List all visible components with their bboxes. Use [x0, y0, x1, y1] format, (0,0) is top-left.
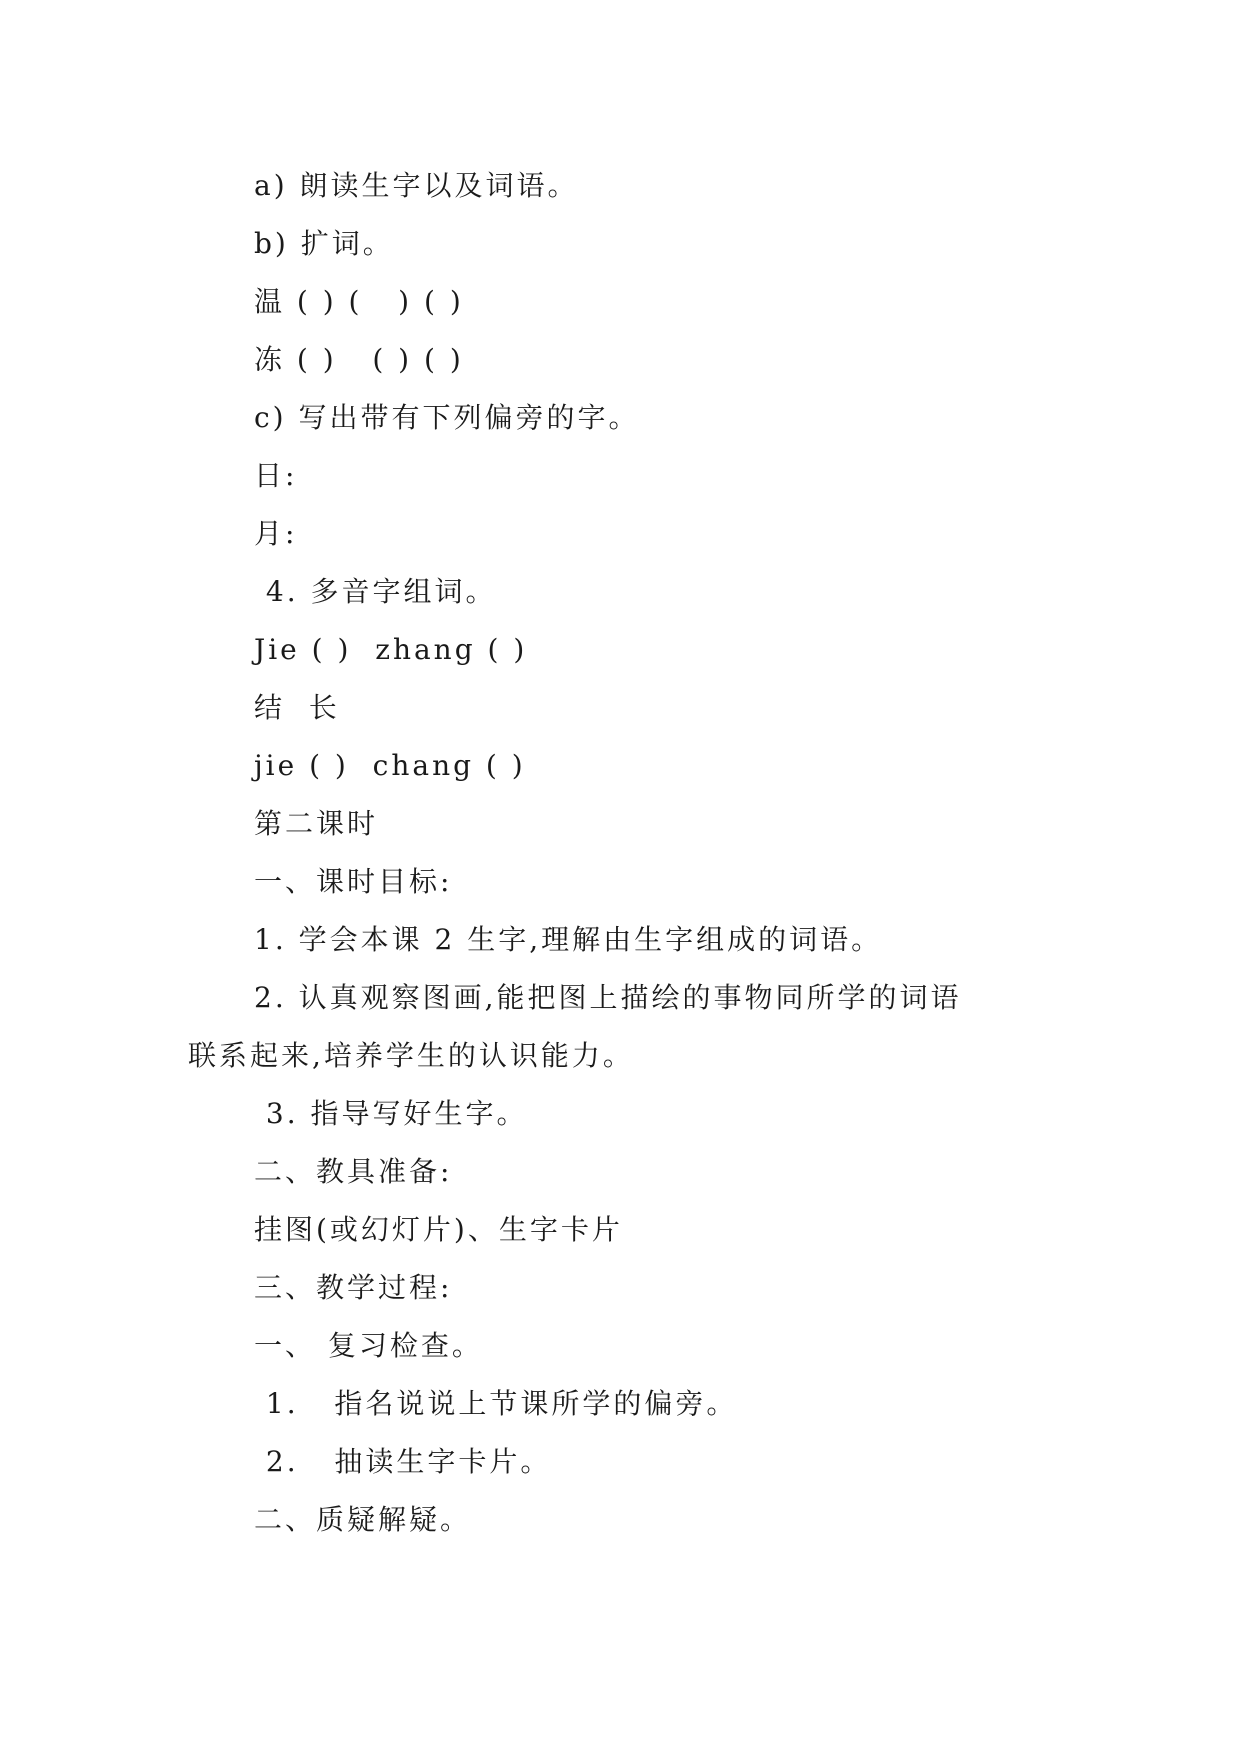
text-line-chars: 结 长: [254, 691, 340, 724]
text-line-yue: 月:: [254, 517, 298, 550]
text-line-polyphone: 4. 多音字组词。: [254, 575, 497, 608]
text-line-a-read: a) 朗读生字以及词语。: [254, 169, 579, 202]
text-line-goal-3: 3. 指导写好生字。: [254, 1097, 528, 1130]
text-line-b-expand: b) 扩词。: [254, 227, 394, 260]
text-line-questions: 二、质疑解疑。: [254, 1503, 472, 1536]
text-line-review: 一、 复习检查。: [254, 1329, 483, 1362]
text-line-review-2: 2. 抽读生字卡片。: [254, 1445, 552, 1478]
section-heading-process: 三、教学过程:: [254, 1271, 453, 1304]
text-line-goal-2: 2. 认真观察图画,能把图上描绘的事物同所学的词语: [254, 981, 962, 1014]
text-line-jie-zhang: Jie ( ) zhang ( ): [254, 633, 528, 666]
text-line-review-1: 1. 指名说说上节课所学的偏旁。: [254, 1387, 738, 1420]
text-line-wen: 温 ( ) ( ) ( ): [254, 285, 464, 318]
text-line-jie-chang: jie ( ) chang ( ): [254, 749, 526, 782]
section-heading-materials: 二、教具准备:: [254, 1155, 453, 1188]
text-line-ri: 日:: [254, 459, 298, 492]
text-line-c-radicals: c) 写出带有下列偏旁的字。: [254, 401, 640, 434]
text-line-dong: 冻 ( ) ( ) ( ): [254, 343, 464, 376]
section-heading-goals: 一、课时目标:: [254, 865, 453, 898]
section-heading-second-lesson: 第二课时: [254, 807, 379, 840]
text-line-goal-2-cont: 联系起来,培养学生的认识能力。: [188, 1039, 634, 1072]
text-line-materials: 挂图(或幻灯片)、生字卡片: [254, 1213, 623, 1246]
text-line-goal-1: 1. 学会本课 2 生字,理解由生字组成的词语。: [254, 923, 883, 956]
